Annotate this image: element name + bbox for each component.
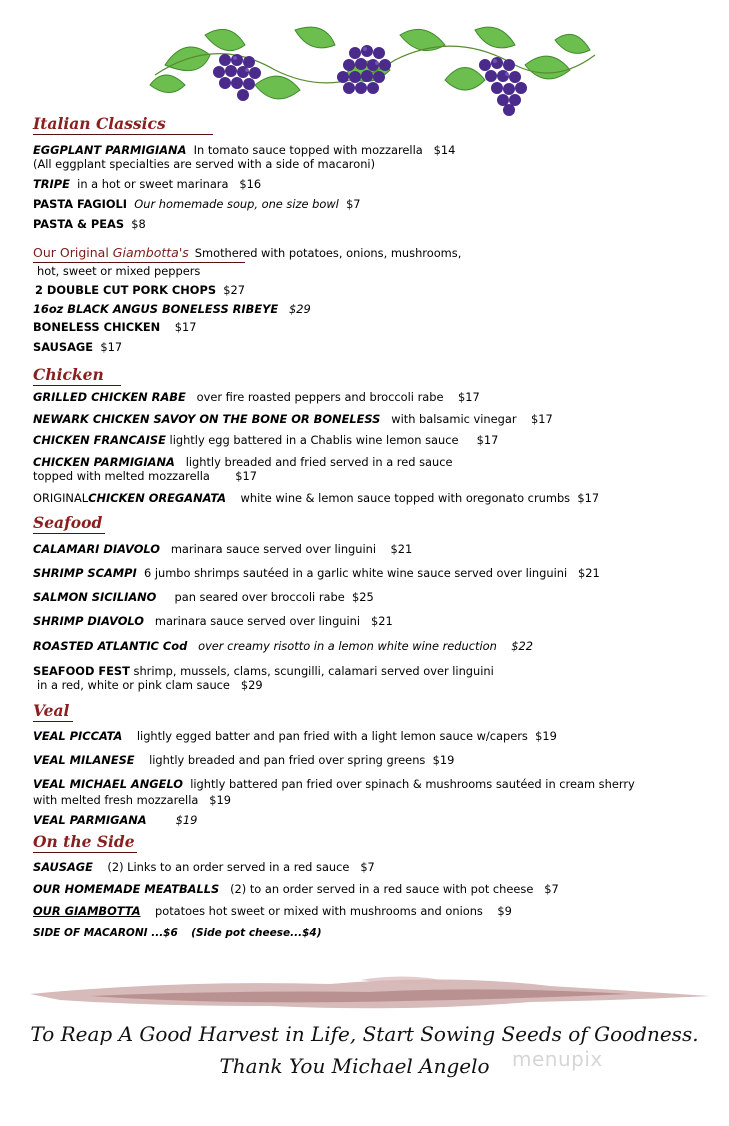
- section-veal: Veal: [33, 701, 73, 722]
- eggplant-note: (All eggplant specialties are served with a side of macaroni): [33, 157, 376, 171]
- item-sausage: SAUSAGE $17: [33, 340, 123, 354]
- item-salmon-siciliano: SALMON SICILIANO pan seared over broccoli rabe $25: [33, 590, 374, 604]
- item-shrimp-scampi: SHRIMP SCAMPI 6 jumbo shrimps sautéed in a garlic white wine sauce served over linguini $21: [33, 566, 600, 580]
- item-side-giambotta: OUR GIAMBOTTA potatoes hot sweet or mixed with mushrooms and onions $9: [33, 904, 512, 918]
- section-seafood: Seafood: [33, 513, 105, 534]
- section-on-the-side: On the Side: [33, 832, 137, 853]
- item-boneless-chicken: BONELESS CHICKEN $17: [33, 320, 197, 334]
- item-side-macaroni: SIDE OF MACARONI ...$6 (Side pot cheese...$4): [33, 927, 322, 939]
- item-veal-michael-angelo: VEAL MICHAEL ANGELO lightly battered pan fried over spinach & mushrooms sautéed in cream sherry: [33, 777, 635, 791]
- item-chicken-parmigiana: CHICKEN PARMIGIANA lightly breaded and fried served in a red sauce: [33, 455, 453, 469]
- item-veal-parmigana: VEAL PARMIGANA $19: [33, 813, 198, 827]
- item-side-meatballs: OUR HOMEMADE MEATBALLS (2) to an order served in a red sauce with pot cheese $7: [33, 882, 559, 896]
- item-pasta-fagioli: PASTA FAGIOLI Our homemade soup, one size bowl $7: [33, 197, 361, 211]
- item-pasta-peas: PASTA & PEAS $8: [33, 217, 146, 231]
- giambotta-heading: Our Original Giambotta's Smothered with potatoes, onions, mushrooms,: [33, 245, 462, 260]
- item-seafood-fest: SEAFOOD FEST shrimp, mussels, clams, scungilli, calamari served over linguini: [33, 664, 494, 678]
- item-shrimp-diavolo: SHRIMP DIAVOLO marinara sauce served over linguini $21: [33, 614, 393, 628]
- item-veal-michael-angelo-cont: with melted fresh mozzarella $19: [33, 793, 231, 807]
- item-chicken-francaise: CHICKEN FRANCAISE lightly egg battered in a Chablis wine lemon sauce $17: [33, 433, 499, 447]
- item-calamari-diavolo: CALAMARI DIAVOLO marinara sauce served over linguini $21: [33, 542, 413, 556]
- footer-quote: To Reap A Good Harvest in Life, Start Sowing Seeds of Goodness.: [30, 1022, 699, 1046]
- item-chicken-savoy: NEWARK CHICKEN SAVOY ON THE BONE OR BONELESS with balsamic vinegar $17: [33, 412, 553, 426]
- item-veal-milanese: VEAL MILANESE lightly breaded and pan fried over spring greens $19: [33, 753, 455, 767]
- item-ribeye: 16oz BLACK ANGUS BONELESS RIBEYE $29: [33, 302, 311, 316]
- section-chicken: Chicken: [33, 365, 121, 386]
- footer-thank-you: Thank You Michael Angelo: [219, 1054, 490, 1078]
- item-pork-chops: 2 DOUBLE CUT PORK CHOPS $27: [35, 283, 246, 297]
- giambotta-desc-cont: hot, sweet or mixed peppers: [37, 264, 201, 278]
- item-seafood-fest-cont: in a red, white or pink clam sauce $29: [37, 678, 263, 692]
- brush-stroke-divider: [30, 972, 710, 1022]
- menupix-watermark: menupix: [512, 1047, 603, 1071]
- item-chicken-oreganata: ORIGINALCHICKEN OREGANATA white wine & lemon sauce topped with oregonato crumbs $17: [33, 491, 600, 505]
- section-italian-classics: Italian Classics: [33, 114, 213, 135]
- item-roasted-cod: ROASTED ATLANTIC Cod over creamy risotto in a lemon white wine reduction $22: [33, 639, 534, 653]
- item-eggplant: EGGPLANT PARMIGIANA In tomato sauce topped with mozzarella $14: [33, 143, 456, 157]
- grapes-illustration: [145, 15, 605, 123]
- item-side-sausage: SAUSAGE (2) Links to an order served in a red sauce $7: [33, 860, 375, 874]
- item-chicken-parmigiana-cont: topped with melted mozzarella $17: [33, 469, 257, 483]
- giambotta-underline: [33, 262, 245, 263]
- item-veal-piccata: VEAL PICCATA lightly egged batter and pan fried with a light lemon sauce w/capers $19: [33, 729, 557, 743]
- item-chicken-rabe: GRILLED CHICKEN RABE over fire roasted peppers and broccoli rabe $17: [33, 390, 480, 404]
- item-tripe: TRIPE in a hot or sweet marinara $16: [33, 177, 262, 191]
